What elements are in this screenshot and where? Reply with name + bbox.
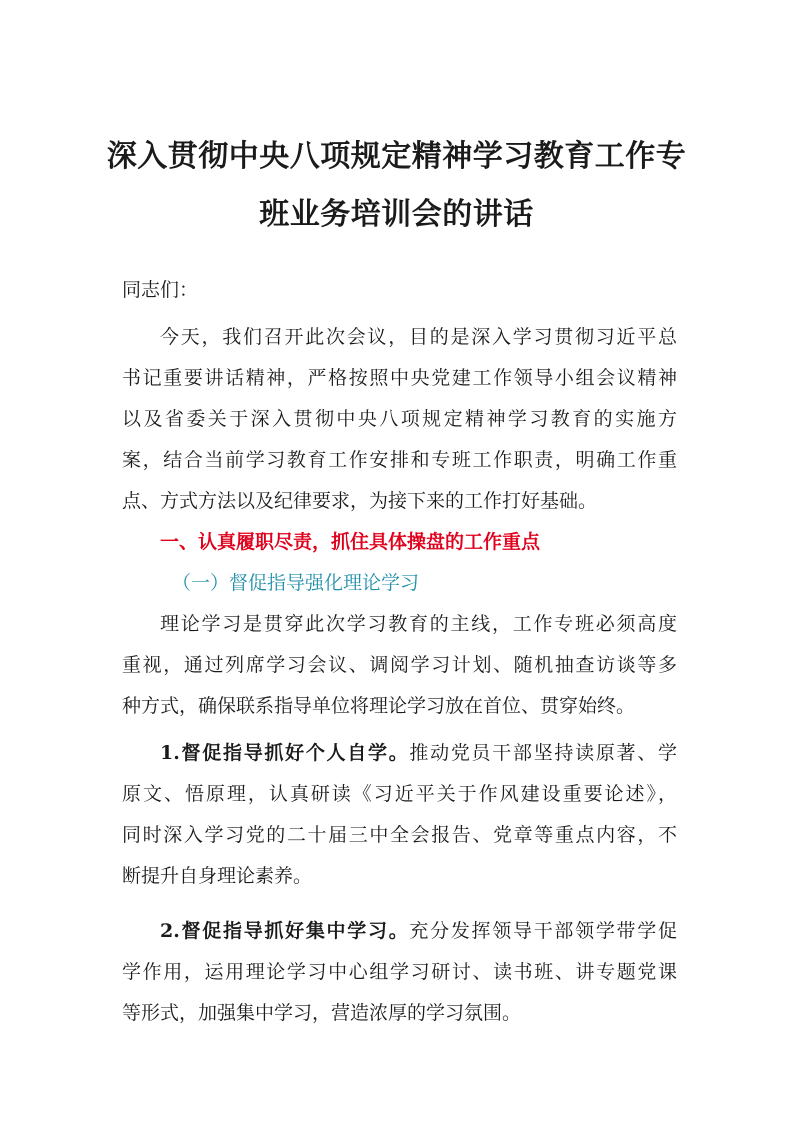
intro-line: 书记重要讲话精神，严格按照中央党建工作领导小组会议精神 [122,367,677,389]
salutation: 同志们： [122,279,199,301]
item-1-lead: 1.督促指导抓好个人自学。 [160,742,410,764]
intro-line: 以及省委关于深入贯彻中央八项规定精神学习教育的实施方 [122,408,677,430]
item-1-first-rest: 推动党员干部坚持读原著、学 [409,742,677,764]
intro-line: 案，结合当前学习教育工作安排和专班工作职责，明确工作重 [122,449,677,471]
paragraph-line: 种方式，确保联系指导单位将理论学习放在首位、贯穿始终。 [122,695,636,717]
paragraph-line: 理论学习是贯穿此次学习教育的主线，工作专班必须高度 [160,613,677,635]
title-line-2: 班业务培训会的讲话 [259,197,534,232]
theory-paragraph [122,604,677,727]
paragraph-line: 同时深入学习党的二十届三中全会报告、党章等重点内容，不 [122,824,677,846]
section-heading-1: 一、认真履职尽责，抓住具体操盘的工作重点 [160,531,541,553]
item-1-paragraph [122,733,677,897]
item-1-first-line [122,733,677,774]
intro-line: 今天，我们召开此次会议，目的是深入学习贯彻习近平总 [160,326,677,348]
intro-line: 点、方式方法以及纪律要求，为接下来的工作打好基础。 [122,490,598,512]
paragraph-line: 断提升自身理论素养。 [122,865,313,887]
paragraph-line: 等形式，加强集中学习，营造浓厚的学习氛围。 [122,1002,522,1024]
item-2-lead: 2.督促指导抓好集中学习。 [160,920,410,942]
paragraph-line: 学作用，运用理论学习中心组学习研讨、读书班、讲专题党课 [122,961,677,983]
document-body [122,270,677,1034]
item-2-paragraph [122,911,677,1034]
paragraph-line: 原文、悟原理，认真研读《习近平关于作风建设重要论述》， [122,783,677,805]
item-2-first-line [122,911,677,952]
paragraph-line: 重视，通过列席学习会议、调阅学习计划、随机抽查访谈等多 [122,654,677,676]
item-2-first-rest: 充分发挥领导干部领学带学促 [409,920,677,942]
subsection-heading-1: （一）督促指导强化理论学习 [172,572,420,594]
intro-paragraph [122,317,677,522]
document-title [100,128,693,244]
title-line-1: 深入贯彻中央八项规定精神学习教育工作专 [106,139,687,174]
